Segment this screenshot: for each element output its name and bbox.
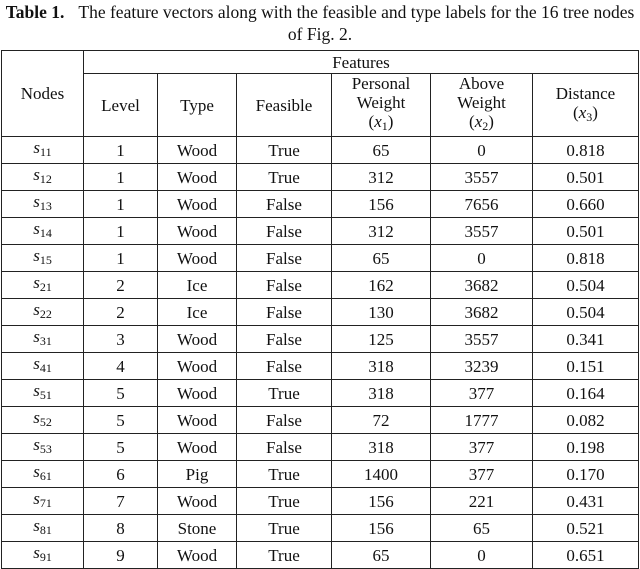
distance-cell: 0.504 xyxy=(533,272,639,299)
personal-weight-cell: 125 xyxy=(332,326,431,353)
node-symbol: s xyxy=(33,516,40,535)
level-cell: 3 xyxy=(84,326,158,353)
feasible-cell: True xyxy=(237,542,332,569)
table-body xyxy=(2,137,639,569)
node-symbol: s xyxy=(33,381,40,400)
node-index: 91 xyxy=(39,550,52,564)
node-symbol: s xyxy=(33,273,40,292)
personal-weight-cell: 156 xyxy=(332,488,431,515)
personal-weight-var: x xyxy=(374,112,382,131)
personal-weight-cell: 156 xyxy=(332,191,431,218)
node-cell xyxy=(2,488,84,515)
above-weight-header: Above Weight (x2) xyxy=(431,74,533,137)
node-index: 12 xyxy=(39,172,52,186)
table-row xyxy=(2,272,639,299)
node-symbol: s xyxy=(33,165,40,184)
node-symbol: s xyxy=(33,192,40,211)
above-weight-cell: 3557 xyxy=(431,218,533,245)
type-cell: Wood xyxy=(158,137,237,164)
table-row xyxy=(2,515,639,542)
node-cell xyxy=(2,461,84,488)
distance-cell: 0.660 xyxy=(533,191,639,218)
above-weight-cell: 3239 xyxy=(431,353,533,380)
type-cell: Wood xyxy=(158,434,237,461)
level-cell: 1 xyxy=(84,245,158,272)
nodes-header: Nodes xyxy=(2,51,84,137)
node-index: 81 xyxy=(39,523,52,537)
level-cell: 1 xyxy=(84,137,158,164)
node-cell xyxy=(2,245,84,272)
table-row xyxy=(2,218,639,245)
distance-cell: 0.521 xyxy=(533,515,639,542)
feasible-cell: False xyxy=(237,299,332,326)
level-cell: 9 xyxy=(84,542,158,569)
level-cell: 1 xyxy=(84,164,158,191)
node-index: 41 xyxy=(39,361,52,375)
node-index: 71 xyxy=(39,496,52,510)
above-weight-cell: 377 xyxy=(431,380,533,407)
node-cell xyxy=(2,326,84,353)
table-row xyxy=(2,164,639,191)
node-cell xyxy=(2,542,84,569)
above-weight-idx: 2 xyxy=(482,119,489,133)
level-cell: 5 xyxy=(84,434,158,461)
table-row xyxy=(2,353,639,380)
level-cell: 7 xyxy=(84,488,158,515)
feasible-cell: False xyxy=(237,434,332,461)
node-cell xyxy=(2,353,84,380)
distance-var: x xyxy=(578,102,587,122)
above-weight-cell: 3557 xyxy=(431,326,533,353)
level-cell: 2 xyxy=(84,299,158,326)
level-cell: 5 xyxy=(84,380,158,407)
type-cell: Wood xyxy=(158,164,237,191)
above-weight-cell: 3557 xyxy=(431,164,533,191)
node-cell xyxy=(2,191,84,218)
personal-weight-cell: 312 xyxy=(332,218,431,245)
node-cell xyxy=(2,434,84,461)
distance-cell: 0.818 xyxy=(533,245,639,272)
table-row xyxy=(2,488,639,515)
personal-weight-cell: 318 xyxy=(332,434,431,461)
node-symbol: s xyxy=(33,300,40,319)
node-cell xyxy=(2,515,84,542)
node-symbol: s xyxy=(33,489,40,508)
distance-cell: 0.198 xyxy=(533,434,639,461)
node-symbol: s xyxy=(33,327,40,346)
above-weight-cell: 7656 xyxy=(431,191,533,218)
personal-weight-cell: 156 xyxy=(332,515,431,542)
type-header: Type xyxy=(158,74,237,137)
personal-weight-idx: 1 xyxy=(381,119,388,133)
above-weight-cell: 65 xyxy=(431,515,533,542)
type-cell: Wood xyxy=(158,191,237,218)
node-symbol: s xyxy=(33,408,40,427)
personal-weight-line2: Weight xyxy=(356,93,406,112)
distance-cell: 0.504 xyxy=(533,299,639,326)
level-cell: 1 xyxy=(84,191,158,218)
type-cell: Stone xyxy=(158,515,237,542)
node-index: 51 xyxy=(39,388,52,402)
level-cell: 8 xyxy=(84,515,158,542)
above-weight-line2: Weight xyxy=(457,93,506,112)
node-index: 53 xyxy=(39,442,52,456)
node-index: 14 xyxy=(39,226,52,240)
distance-cell: 0.151 xyxy=(533,353,639,380)
node-index: 13 xyxy=(39,199,52,213)
personal-weight-cell: 65 xyxy=(332,245,431,272)
type-cell: Wood xyxy=(158,218,237,245)
distance-cell: 0.651 xyxy=(533,542,639,569)
above-weight-cell: 377 xyxy=(431,461,533,488)
above-weight-cell: 0 xyxy=(431,542,533,569)
personal-weight-cell: 318 xyxy=(332,380,431,407)
personal-weight-line1: Personal xyxy=(351,74,411,93)
node-index: 22 xyxy=(39,307,52,321)
node-cell xyxy=(2,407,84,434)
features-header: Features xyxy=(84,51,639,74)
node-cell xyxy=(2,299,84,326)
level-header: Level xyxy=(84,74,158,137)
level-cell: 1 xyxy=(84,218,158,245)
node-symbol: s xyxy=(33,543,40,562)
node-symbol: s xyxy=(33,138,41,157)
personal-weight-cell: 65 xyxy=(332,542,431,569)
table-row xyxy=(2,542,639,569)
personal-weight-cell: 65 xyxy=(332,137,431,164)
node-cell xyxy=(2,380,84,407)
distance-cell: 0.164 xyxy=(533,380,639,407)
distance-cell: 0.431 xyxy=(533,488,639,515)
table-row xyxy=(2,137,639,164)
level-cell: 4 xyxy=(84,353,158,380)
above-weight-line1: Above xyxy=(458,74,505,93)
table-row xyxy=(2,326,639,353)
above-weight-cell: 3682 xyxy=(431,272,533,299)
table-row xyxy=(2,299,639,326)
table-row xyxy=(2,407,639,434)
node-index: 11 xyxy=(40,145,52,159)
distance-cell: 0.082 xyxy=(533,407,639,434)
table-row xyxy=(2,434,639,461)
above-weight-var: x xyxy=(474,112,483,131)
above-weight-cell: 0 xyxy=(431,137,533,164)
feasible-cell: False xyxy=(237,191,332,218)
distance-cell: 0.501 xyxy=(533,164,639,191)
above-weight-cell: 1777 xyxy=(431,407,533,434)
caption-text: The feature vectors along with the feasible and type labels for the 16 tree nodes of Fig. 2. xyxy=(78,2,635,44)
feasible-cell: False xyxy=(237,272,332,299)
caption-label: Table 1. xyxy=(5,2,65,22)
type-cell: Wood xyxy=(158,380,237,407)
personal-weight-header: Personal Weight (x1) xyxy=(332,74,431,137)
table-caption xyxy=(0,0,640,48)
personal-weight-cell: 130 xyxy=(332,299,431,326)
feasible-cell: False xyxy=(237,326,332,353)
distance-cell: 0.341 xyxy=(533,326,639,353)
type-cell: Wood xyxy=(158,353,237,380)
node-symbol: s xyxy=(33,246,40,265)
feasible-cell: True xyxy=(237,137,332,164)
table-row xyxy=(2,380,639,407)
feasible-cell: False xyxy=(237,245,332,272)
feasible-cell: True xyxy=(237,380,332,407)
node-symbol: s xyxy=(33,219,40,238)
feasible-cell: True xyxy=(237,164,332,191)
type-cell: Ice xyxy=(158,272,237,299)
personal-weight-cell: 162 xyxy=(332,272,431,299)
node-index: 61 xyxy=(39,469,52,483)
above-weight-cell: 0 xyxy=(431,245,533,272)
feature-table xyxy=(1,50,639,569)
node-cell xyxy=(2,218,84,245)
feasible-cell: False xyxy=(237,353,332,380)
table-row xyxy=(2,191,639,218)
node-symbol: s xyxy=(33,435,40,454)
node-cell xyxy=(2,164,84,191)
personal-weight-cell: 318 xyxy=(332,353,431,380)
type-cell: Pig xyxy=(158,461,237,488)
node-index: 15 xyxy=(39,253,52,267)
level-cell: 6 xyxy=(84,461,158,488)
type-cell: Wood xyxy=(158,488,237,515)
type-cell: Ice xyxy=(158,299,237,326)
node-index: 52 xyxy=(39,415,52,429)
node-index: 31 xyxy=(39,334,52,348)
feasible-cell: False xyxy=(237,218,332,245)
personal-weight-cell: 72 xyxy=(332,407,431,434)
node-cell xyxy=(2,137,84,164)
distance-line1: Distance xyxy=(555,83,616,103)
above-weight-cell: 377 xyxy=(431,434,533,461)
type-cell: Wood xyxy=(158,407,237,434)
distance-cell: 0.501 xyxy=(533,218,639,245)
feasible-cell: True xyxy=(237,488,332,515)
table-row xyxy=(2,461,639,488)
table-row xyxy=(2,245,639,272)
type-cell: Wood xyxy=(158,326,237,353)
feasible-cell: True xyxy=(237,515,332,542)
type-cell: Wood xyxy=(158,245,237,272)
above-weight-cell: 3682 xyxy=(431,299,533,326)
feasible-cell: True xyxy=(237,461,332,488)
feasible-header: Feasible xyxy=(237,74,332,137)
level-cell: 5 xyxy=(84,407,158,434)
feasible-cell: False xyxy=(237,407,332,434)
type-cell: Wood xyxy=(158,542,237,569)
distance-cell: 0.818 xyxy=(533,137,639,164)
node-index: 21 xyxy=(39,280,52,294)
node-cell xyxy=(2,272,84,299)
above-weight-cell: 221 xyxy=(431,488,533,515)
personal-weight-cell: 312 xyxy=(332,164,431,191)
personal-weight-cell: 1400 xyxy=(332,461,431,488)
node-symbol: s xyxy=(33,462,40,481)
node-symbol: s xyxy=(33,354,40,373)
distance-header: Distance (x3) xyxy=(533,74,639,137)
distance-cell: 0.170 xyxy=(533,461,639,488)
level-cell: 2 xyxy=(84,272,158,299)
distance-idx: 3 xyxy=(586,109,593,124)
